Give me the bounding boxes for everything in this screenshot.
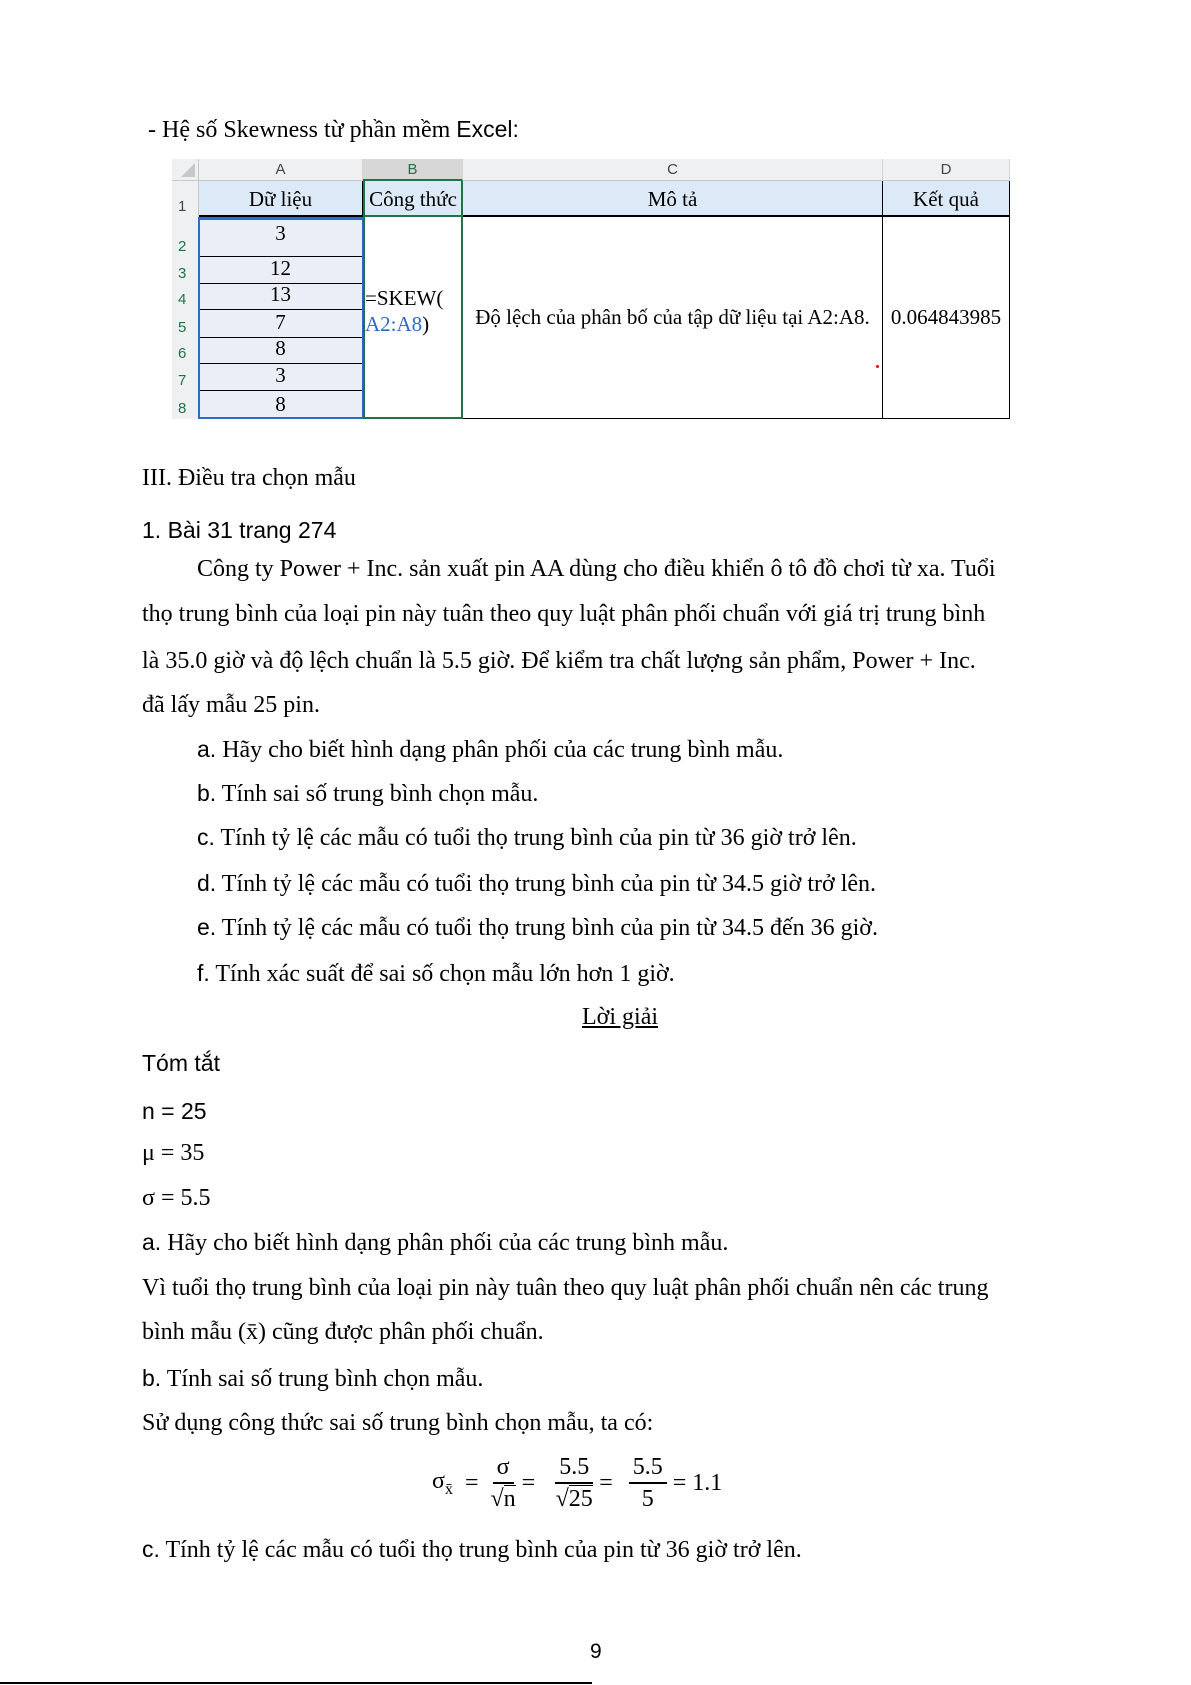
data-cell-a6: 8 <box>199 338 362 364</box>
standard-error-formula <box>432 1452 722 1514</box>
section-heading: III. Điều tra chọn mẫu <box>142 465 356 491</box>
solution-part-c-title: c. Tính tỷ lệ các mẫu có tuổi thọ trung bình của pin từ 36 giờ trở lên. <box>142 1536 802 1563</box>
column-header-b: B <box>363 159 463 181</box>
row-header-6: 6 <box>172 338 199 364</box>
result-cell <box>883 217 1010 419</box>
question-f: f. Tính xác suất để sai số chọn mẫu lớn hơn 1 giờ. <box>197 960 675 987</box>
solution-part-a-answer-2: bình mẫu (x̄) cũng được phân phối chuẩn. <box>142 1319 544 1345</box>
row-header-4: 4 <box>172 284 199 310</box>
description-cell <box>463 217 883 419</box>
intro-text: - Hệ số Skewness từ phần mềm <box>148 117 457 143</box>
given-sigma: σ = 5.5 <box>142 1185 211 1211</box>
row-header-1: 1 <box>172 181 199 217</box>
problem-line-1: Công ty Power + Inc. sản xuất pin AA dùng cho điều khiển ô tô đồ chơi từ xa. Tuổi <box>197 556 996 582</box>
formula-close-paren: ) <box>422 312 430 336</box>
formula-lhs: $\sigma_{x̄}$ <box>432 1467 453 1498</box>
equals-sign: = <box>464 1469 479 1496</box>
solution-part-b-intro: Sử dụng công thức sai số trung bình chọn mẫu, ta có: <box>142 1410 654 1436</box>
formula-function: =SKEW( <box>365 286 444 310</box>
header-description: Mô tả <box>463 181 883 217</box>
intro-line <box>148 116 519 144</box>
problem-title: 1. Bài 31 trang 274 <box>142 517 337 543</box>
excel-spreadsheet-image <box>172 159 1010 419</box>
question-a: a. Hãy cho biết hình dạng phân phối của các trung bình mẫu. <box>197 736 784 763</box>
column-header-a: A <box>199 159 363 181</box>
fraction-sigma-over-sqrt-n: $\frac{\sigma}{√n}$ <box>490 1454 516 1512</box>
data-cell-a2: 3 <box>199 217 362 257</box>
column-header-c: C <box>463 159 883 181</box>
solution-part-a-answer-1: Vì tuổi thọ trung bình của loại pin này tuân theo quy luật phân phối chuẩn nên các trung <box>142 1275 989 1301</box>
question-d: d. Tính tỷ lệ các mẫu có tuổi thọ trung bình của pin từ 34.5 giờ trở lên. <box>197 870 877 897</box>
row-header-7: 7 <box>172 364 199 391</box>
row-header-2: 2 <box>172 217 199 257</box>
excel-word: Excel <box>456 116 513 142</box>
formula-result: = 1.1 <box>672 1469 723 1496</box>
row-header-3: 3 <box>172 257 199 284</box>
formula-cell <box>363 217 463 419</box>
header-data: Dữ liệu <box>199 181 363 217</box>
given-mu: μ = 35 <box>142 1140 205 1166</box>
page-number: 9 <box>590 1640 602 1663</box>
header-result: Kết quả <box>883 181 1010 217</box>
description-text: Độ lệch của phân bố của tập dữ liệu tại A2:A8. <box>475 305 870 329</box>
fraction-5-5-over-5: $\frac{5.5}{5}$ <box>629 1452 667 1514</box>
solution-part-a-title: a. Hãy cho biết hình dạng phân phối của các trung bình mẫu. <box>142 1229 729 1256</box>
summary-label: Tóm tắt <box>142 1050 220 1076</box>
result-value: 0.064843985 <box>890 305 1002 329</box>
red-marker-dot <box>876 365 879 368</box>
solution-part-b-title: b. Tính sai số trung bình chọn mẫu. <box>142 1365 484 1392</box>
problem-line-4: đã lấy mẫu 25 pin. <box>142 692 320 718</box>
equals-sign: = <box>521 1469 536 1496</box>
problem-line-3: là 35.0 giờ và độ lệch chuẩn là 5.5 giờ. Để kiểm tra chất lượng sản phẩm, Power + Inc. <box>142 648 976 674</box>
solution-heading: Lời giải <box>582 1004 659 1030</box>
data-cell-a5: 7 <box>199 310 362 338</box>
question-b: b. Tính sai số trung bình chọn mẫu. <box>197 780 539 807</box>
data-cell-a3: 12 <box>199 257 362 284</box>
row-header-8: 8 <box>172 391 199 419</box>
formula-range-ref: A2:A8 <box>365 312 423 336</box>
fraction-5-5-over-sqrt-25: $\frac{5.5}{√25}$ <box>555 1454 593 1512</box>
data-cell-a4: 13 <box>199 284 362 310</box>
row-header-5: 5 <box>172 310 199 338</box>
question-e: e. Tính tỷ lệ các mẫu có tuổi thọ trung bình của pin từ 34.5 đến 36 giờ. <box>197 914 878 941</box>
data-cell-a8: 8 <box>199 391 362 419</box>
given-n: n = 25 <box>142 1098 207 1124</box>
column-header-d: D <box>883 159 1010 181</box>
equals-sign: = <box>599 1469 613 1496</box>
question-c: c. Tính tỷ lệ các mẫu có tuổi thọ trung bình của pin từ 36 giờ trở lên. <box>197 824 857 851</box>
footer-rule <box>0 1682 592 1684</box>
select-all-corner <box>172 159 199 181</box>
header-formula: Công thức <box>363 181 463 217</box>
intro-colon: : <box>512 116 519 142</box>
data-cell-a7: 3 <box>199 364 362 391</box>
problem-line-2: thọ trung bình của loại pin này tuân theo quy luật phân phối chuẩn với giá trị trung bình <box>142 601 986 627</box>
